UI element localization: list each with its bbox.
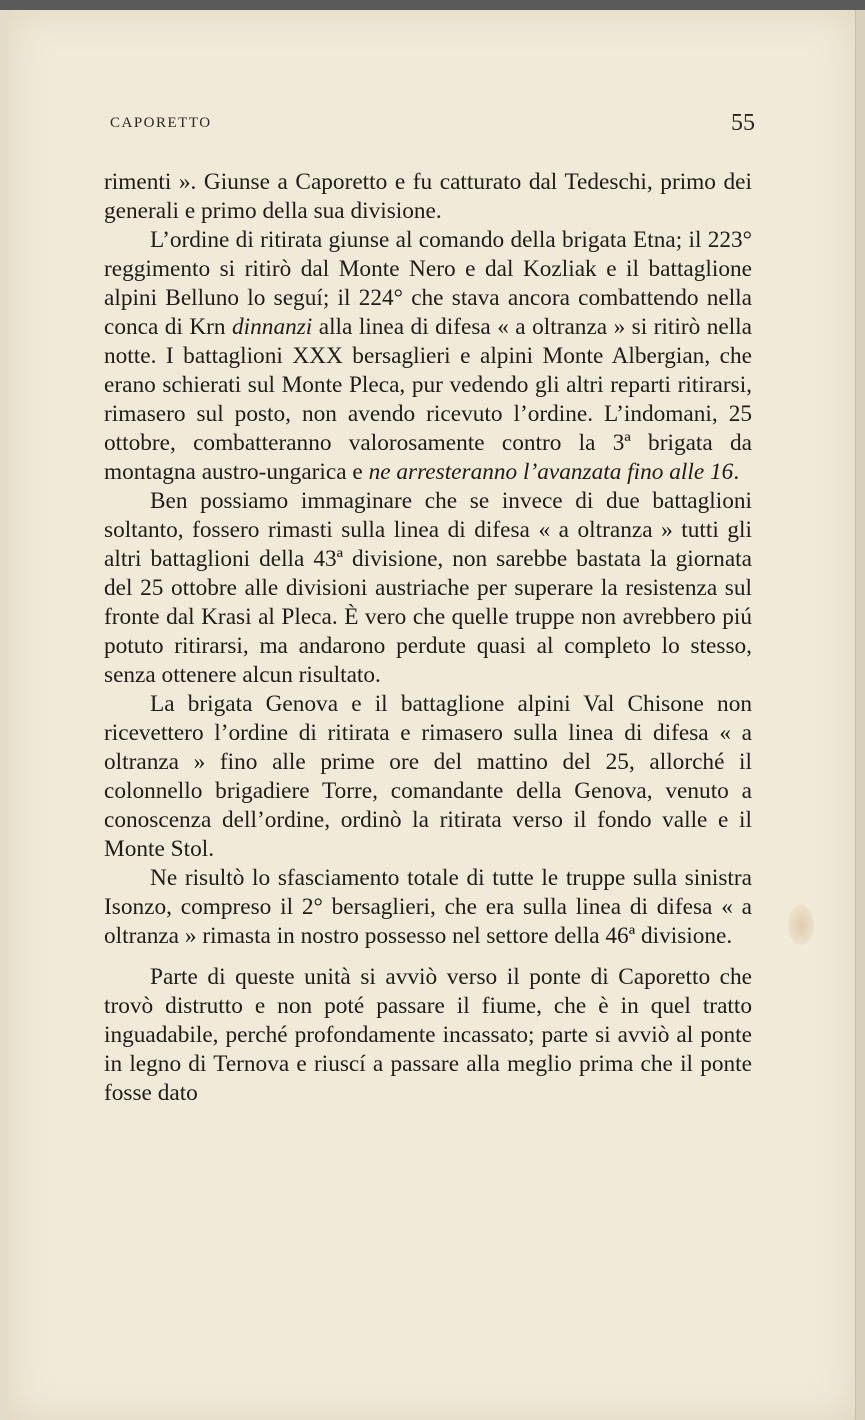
page-header (110, 110, 755, 140)
paragraph-2: L’ordine di ritirata giunse al comando della brigata Etna; il 223° reggimento si ritirò dal Monte Nero e dal Kozliak e il battaglione alpini Belluno lo seguí; il 224° che stava ancora combattendo nella conca di Krn dinnanzi alla linea di difesa « a oltranza » si ritirò nella notte. I battaglioni XXX bersaglieri e alpini Monte Albergian, che erano schierati sul Monte Pleca, pur vedendo gli altri reparti ritirarsi, rimasero sul posto, non avendo ricevuto l’ordine. L’indomani, 25 ottobre, combatteranno valorosamente contro la 3ª brigata da montagna austro-ungarica e ne arresteranno l’avanzata fino alle 16. (104, 227, 752, 485)
running-title: CAPORETTO (110, 115, 212, 131)
paragraph-5: Ne risultò lo sfasciamento totale di tutte le truppe sulla sinistra Isonzo, compreso il 2° bersaglieri, che era sulla linea di difesa « a oltranza » rimasta in nostro possesso nel settore della 46ª divisione. (104, 865, 752, 949)
paragraph-4: La brigata Genova e il battaglione alpini Val Chisone non ricevettero l’ordine di ritirata e rimasero sulla linea di difesa « a oltranza » fino alle prime ore del mattino del 25, allorché il colonnello brigadiere Torre, comandante della Genova, venuto a conoscenza dell’ordine, ordinò la ritirata verso il fondo valle e il Monte Stol. (104, 691, 752, 862)
italic-emphasis: dinnanzi (232, 314, 313, 340)
page-edge (855, 10, 865, 1420)
paragraph-6: Parte di queste unità si avviò verso il ponte di Caporetto che trovò distrutto e non poté passare il fiume, che è in quel tratto inguadabile, perché profondamente incassato; parte si avviò al ponte in legno di Ternova e riuscí a passare alla meglio prima che il ponte fosse dato (104, 964, 752, 1106)
paragraph-1: rimenti ». Giunse a Caporetto e fu catturato dal Tedeschi, primo dei generali e primo della sua divisione. (104, 169, 752, 224)
page-number: 55 (731, 110, 755, 136)
body-text (104, 168, 752, 1108)
paper-stain (788, 905, 814, 945)
scan-top-edge (0, 0, 865, 10)
paragraph-3: Ben possiamo immaginare che se invece di due battaglioni soltanto, fossero rimasti sulla linea di difesa « a oltranza » tutti gli altri battaglioni della 43ª divisione, non sarebbe bastata la giornata del 25 ottobre alle divisioni austriache per superare la resistenza sul fronte dal Krasi al Pleca. È vero che quelle truppe non avrebbero piú potuto ritirarsi, ma andarono perdute quasi al completo lo stesso, senza ottenere alcun risultato. (104, 488, 752, 688)
italic-emphasis: ne arresteranno l’avanzata fino alle 16 (368, 459, 734, 485)
